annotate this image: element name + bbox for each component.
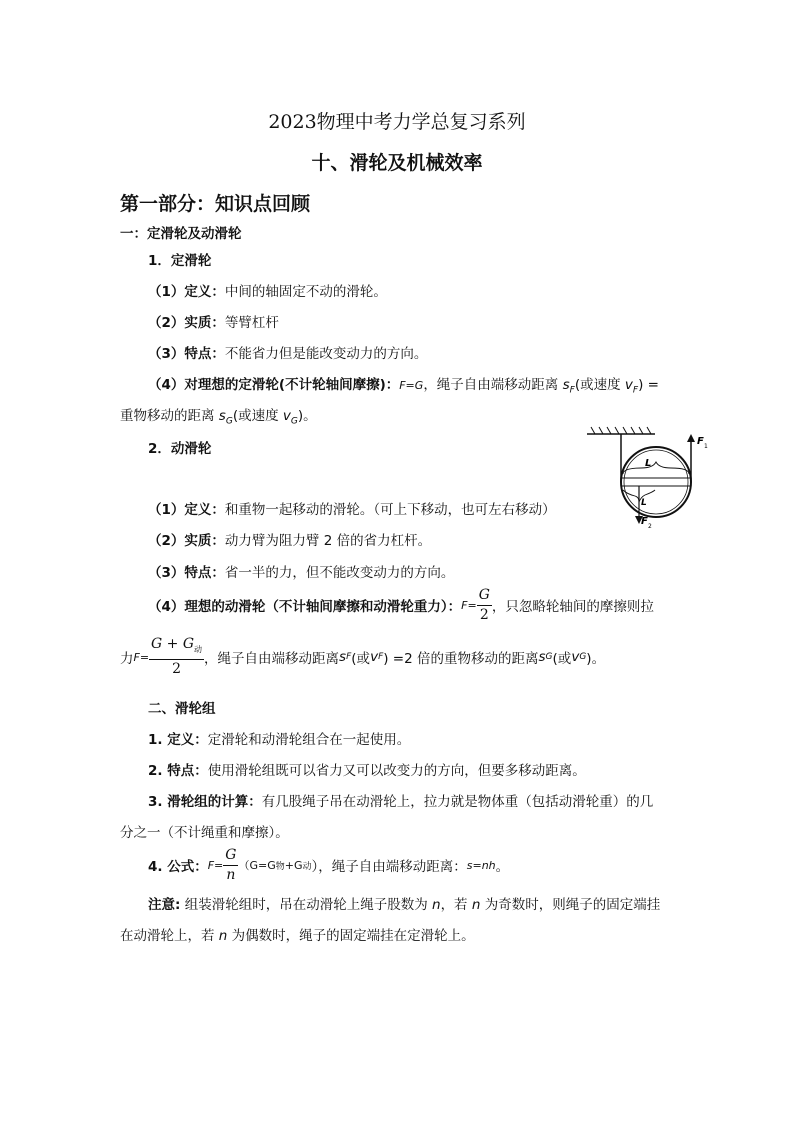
fraction-g-over-2	[477, 586, 492, 625]
movable-feature	[148, 561, 454, 581]
document-title: 2023物理中考力学总复习系列	[268, 111, 526, 133]
axle-band	[621, 478, 691, 486]
movable-ideal-label: （4）理想的动滑轮（不计轴间摩擦和动滑轮重力）：	[148, 599, 462, 615]
movable-ess-text: 动力臂为阻力臂 2 倍的省力杠杆。	[224, 533, 432, 549]
fixed-ess-label: （2）实质：	[148, 315, 225, 331]
fraction-g-plus-gdong-over-2	[149, 635, 204, 679]
line2-text: 重物移动的距离	[120, 408, 219, 424]
var-v: v	[571, 649, 580, 665]
group-feature	[148, 759, 586, 779]
note-text1: 组装滑轮组时，吊在动滑轮上绳子股数为	[180, 897, 432, 913]
fixed-feature	[148, 342, 427, 362]
fixed-def-label: （1）定义：	[148, 284, 225, 300]
group-feat-label: 2. 特点：	[148, 763, 208, 779]
note-label: 注意:	[148, 897, 181, 913]
movable-ess-label: （2）实质：	[148, 533, 225, 549]
frac-num: G + G	[151, 636, 195, 653]
pulley-wheel	[621, 447, 691, 517]
group-calc-label: 3. 滑轮组的计算：	[148, 794, 262, 810]
note-line2a: 在动滑轮上，若	[120, 928, 219, 944]
fixed-feat-text: 不能省力但是能改变动力的方向。	[224, 346, 428, 362]
label-f1-sub: 1	[704, 443, 708, 450]
formula-paren: （G=G	[238, 859, 276, 872]
var-s: s	[218, 408, 226, 424]
or-paren2: (或	[552, 651, 572, 667]
label-f1: F	[697, 436, 704, 447]
var-s: s	[562, 377, 570, 393]
frac-den: 2	[172, 660, 181, 677]
note-text2: ，若	[440, 897, 472, 913]
fixed-def	[148, 280, 387, 300]
var-n: n	[471, 897, 481, 913]
line2-mid: ) =2 倍的重物移动的距离	[383, 651, 539, 667]
label-l1: L	[645, 458, 652, 469]
fixed-ideal-formula: F=G	[399, 379, 424, 392]
pulley-rim	[624, 450, 688, 514]
movable-pulley-diagram	[585, 424, 715, 530]
fixed-feat-label: （3）特点：	[148, 346, 225, 362]
movable-ideal-line1	[148, 584, 654, 626]
frac-num: G	[223, 846, 238, 866]
formula-end: 。	[495, 859, 510, 875]
sub-g: G	[225, 416, 233, 427]
line2-text: ，绳子自由端移动距离	[204, 651, 340, 667]
group-def-label: 1. 定义：	[148, 732, 208, 748]
movable-essence	[148, 529, 431, 549]
part-heading: 第一部分：知识点回顾	[120, 193, 311, 215]
var-n: n	[218, 928, 228, 944]
frac-num: G	[477, 586, 492, 606]
sub-f: F	[569, 385, 575, 396]
ceiling-hatch	[591, 427, 651, 434]
label-f2-sub: 2	[648, 523, 652, 530]
f-eq: F=	[461, 598, 477, 612]
section-1-heading: 一：定滑轮及动滑轮	[120, 226, 242, 242]
sub-f: F	[346, 652, 352, 662]
var-n: n	[432, 897, 441, 913]
movable-def-label: （1）定义：	[148, 502, 225, 518]
f-eq: F=	[207, 858, 224, 872]
var-v: v	[282, 408, 291, 424]
or-paren: (或	[351, 651, 371, 667]
section-2-heading: 二、滑轮组	[148, 701, 216, 717]
note-line2b: 为偶数时，绳子的固定端挂在定滑轮上。	[227, 928, 475, 944]
sub-g: G	[545, 652, 553, 662]
note-line2	[120, 924, 475, 944]
sub-wu: 物	[275, 861, 285, 872]
movable-def-text: 和重物一起移动的滑轮。（可上下移动，也可左右移动）	[224, 502, 556, 518]
line2-prefix: 力	[120, 651, 134, 667]
fixed-ideal-line1	[148, 373, 659, 396]
fixed-ess-text: 等臂杠杆	[224, 315, 279, 331]
fixed-pulley-heading: 1．定滑轮	[148, 253, 212, 269]
var-s: s	[339, 649, 347, 665]
frac-num-sub: 动	[194, 644, 203, 654]
movable-ideal-text: ，只忽略轮轴间的摩擦则拉	[491, 599, 654, 615]
plus-g: +G	[284, 858, 303, 872]
group-formula-text: ），绳子自由端移动距离：	[311, 859, 467, 875]
group-feat-text: 使用滑轮组既可以省力又可以改变力的方向，但要多移动距离。	[207, 763, 586, 779]
l1-brace	[623, 462, 689, 474]
or-speed: (或速度	[232, 408, 283, 424]
chapter-title: 十、滑轮及机械效率	[311, 152, 483, 174]
eq-close: ) =	[638, 377, 659, 393]
group-def	[148, 728, 410, 748]
f-eq: F=	[133, 650, 150, 664]
label-l2: L	[641, 498, 647, 508]
sub-f: F	[378, 652, 384, 662]
var-v: v	[624, 377, 633, 393]
movable-def	[148, 498, 556, 518]
line2-end: )。	[586, 651, 606, 667]
note-line1	[148, 893, 660, 913]
note-text3: 为奇数时，则绳子的固定端挂	[480, 897, 661, 913]
group-calc-line2: 分之一（不计绳重和摩擦）。	[120, 825, 289, 841]
fixed-ideal-line2	[120, 404, 317, 427]
formula-s-nh: s=nh	[466, 858, 496, 872]
var-s: s	[538, 649, 546, 665]
sub-f: F	[632, 385, 639, 396]
sub-g: G	[579, 652, 587, 662]
fixed-ideal-text: ，绳子自由端移动距离	[423, 377, 563, 393]
fixed-def-text: 中间的轴固定不动的滑轮。	[224, 284, 387, 300]
f1-arrow-icon	[687, 434, 695, 442]
fraction-g-over-n	[223, 846, 238, 885]
group-formula	[148, 844, 509, 886]
frac-den: 2	[479, 606, 489, 623]
group-formula-label: 4. 公式：	[148, 859, 208, 875]
line2-end: )。	[297, 408, 317, 424]
fixed-ideal-label: （4）对理想的定滑轮(不计轮轴间摩擦)：	[148, 377, 400, 393]
movable-ideal-line2	[120, 636, 605, 678]
or-speed: (或速度	[574, 377, 625, 393]
movable-feat-label: （3）特点：	[148, 565, 225, 581]
label-f2: F	[641, 516, 648, 527]
frac-den: n	[226, 866, 236, 883]
movable-pulley-heading: 2．动滑轮	[148, 441, 212, 457]
fixed-essence	[148, 311, 279, 331]
group-def-text: 定滑轮和动滑轮组合在一起使用。	[207, 732, 411, 748]
sub-dong: 动	[302, 861, 312, 872]
group-calc-text: 有几股绳子吊在动滑轮上，拉力就是物体重（包括动滑轮重）的几	[261, 794, 654, 810]
movable-feat-text: 省一半的力，但不能改变动力的方向。	[224, 565, 455, 581]
group-calc	[148, 790, 653, 810]
sub-g: G	[290, 416, 298, 427]
var-v: v	[370, 649, 379, 665]
